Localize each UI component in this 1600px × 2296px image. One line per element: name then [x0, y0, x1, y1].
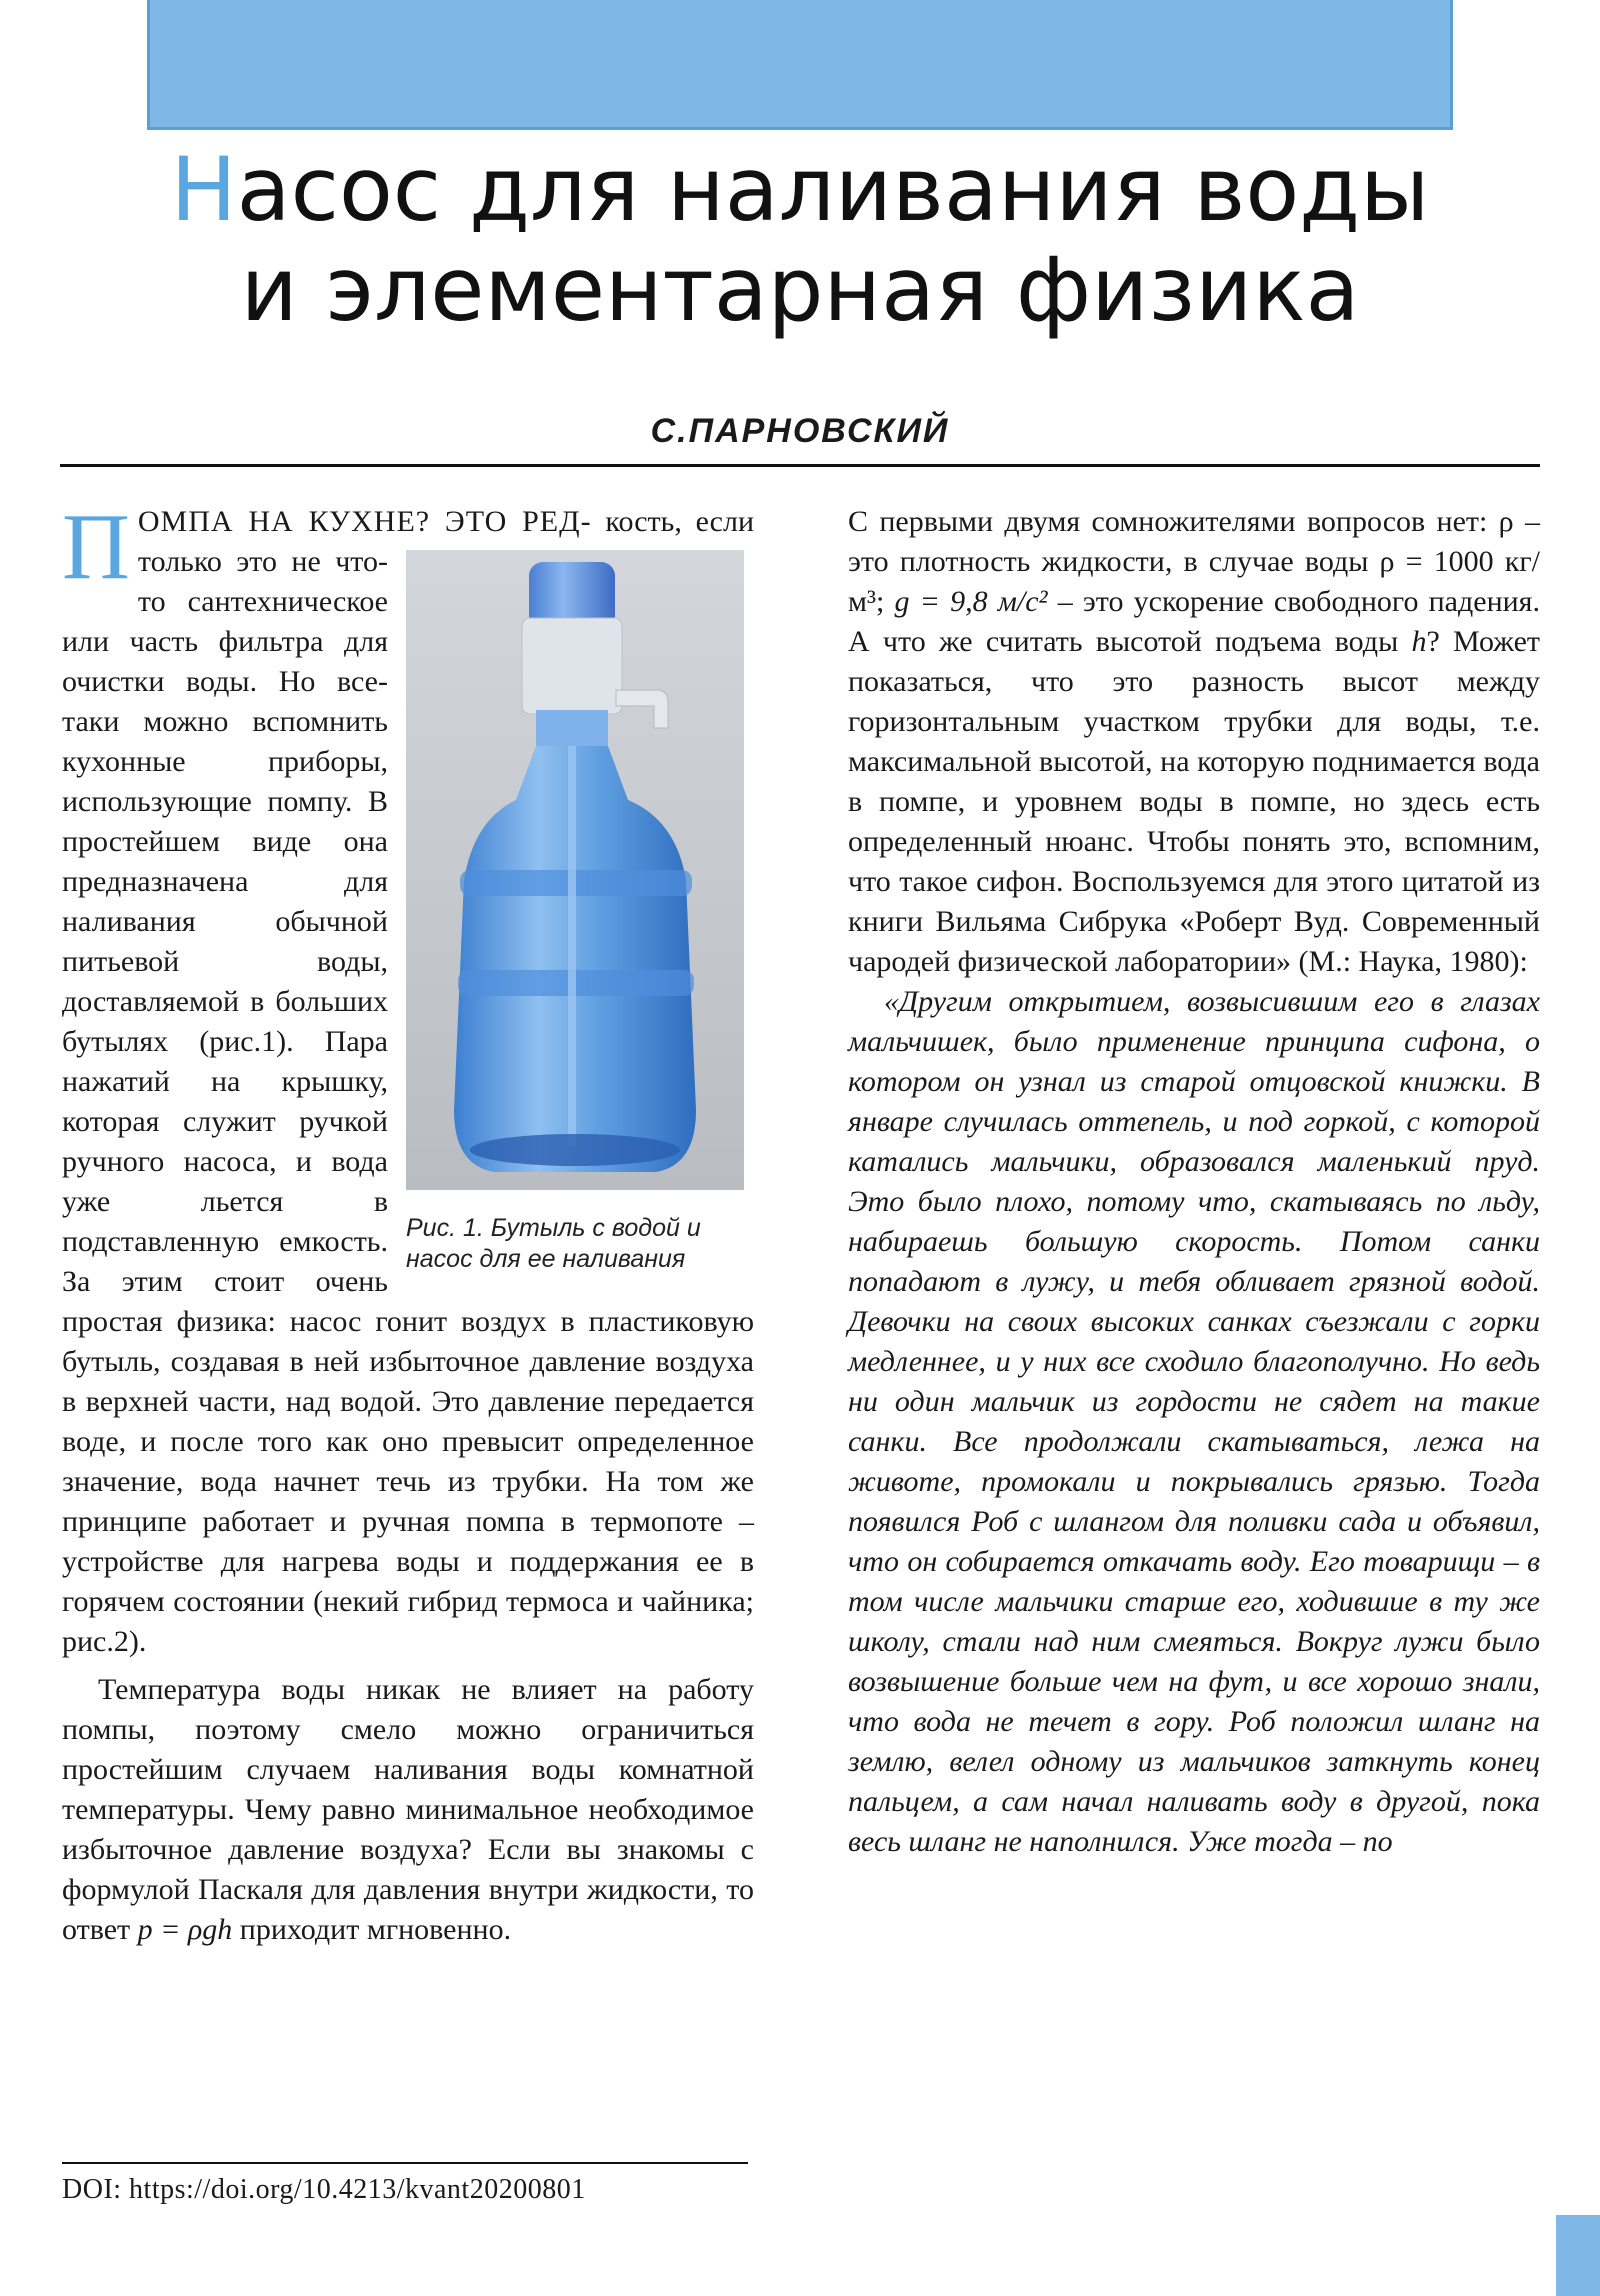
gravity-value: g = 9,8 м/с² –	[894, 585, 1073, 618]
title-line-2: и элементарная физика	[240, 238, 1360, 341]
figure-1	[406, 550, 754, 1275]
factors-text: С первыми двумя сомножителями вопросов нет: ρ – это плотность жидкости, в случае воды ρ = 1000 кг/м³;	[848, 505, 1540, 618]
temperature-text: Температура воды никак не влияет на работу помпы, поэтому смело можно ограничиться простейшим случаем наливания воды комнатной температуры. Чему равно минимальное необходимое избыточное давление воздуха? Если вы знакомы с формулой Паскаля для давления внутри жидкости, то ответ	[62, 1673, 754, 1946]
dropcap-letter: П	[62, 495, 130, 599]
intro-smallcaps: ОМПА НА КУХНЕ? ЭТО РЕД-	[137, 505, 592, 538]
paragraph-temperature	[62, 1670, 754, 1950]
paragraph-intro	[62, 495, 755, 1662]
left-column	[62, 495, 755, 1950]
water-bottle-with-pump-image	[406, 550, 744, 1190]
right-column	[848, 502, 1540, 1862]
article-title	[0, 140, 1600, 340]
height-variable: h	[1411, 625, 1427, 658]
paragraph-factors	[848, 502, 1540, 982]
title-initial: Н	[170, 138, 237, 241]
factors-text-2: это ускорение свободного падения. А что же считать высотой подъема воды	[848, 585, 1540, 658]
author-divider	[60, 464, 1540, 467]
doi-divider	[62, 2162, 748, 2164]
header-color-band	[147, 0, 1453, 130]
author-name: С.ПАРНОВСКИЙ	[650, 412, 950, 450]
page-corner-marker	[1556, 2215, 1600, 2296]
wood-quote: «Другим открытием, возвысившим его в глазах мальчишек, было применение принципа сифона, о котором он узнал из старой отцовской книжки. В январе случилась оттепель, и под горкой, с которой катались мальчики, образовался маленький пруд. Это было плохо, потому что, скатываясь по льду, набираешь большую скорость. Потом санки попадают в лужу, и тебя обливает грязной водой. Девочки на своих высоких санках съезжали с горки медленнее, и у них все сходило благополучно. Но ведь ни один мальчик из гордости не сядет на такие санки. Все продолжали скатываться, лежа на животе, промокали и покрывались грязью. Тогда появился Роб с шлангом для поливки сада и объявил, что он собирается откачать воду. Его товарищи – в том числе мальчики старше его, ходившие в ту же школу, стали над ним смеяться. Вокруг лужи было возвышение больше чем на фут, и все хорошо знали, что вода не течет в гору. Роб положил шланг на землю, велел одному из мальчиков заткнуть конец пальцем, а сам начал наливать воду в другой, пока весь шланг не наполнился. Уже тогда – по	[848, 985, 1540, 1858]
temperature-text-end: приходит мгновенно.	[232, 1913, 512, 1946]
pascal-formula: p = ρgh	[137, 1913, 233, 1946]
intro-text: кость, если только это не что-то сантехническое или часть фильтра для очистки воды. Но все-таки можно вспомнить кухонные приборы, использующие помпу. В простейшем виде она предназначена для наливания обычной питьевой воды, доставляемой в больших бутылях (рис.1). Пара нажатий на крышку, которая служит ручкой ручного насоса, и вода уже льется в подставленную емкость. За этим стоит очень простая физика: насос гонит воздух в пластиковую бутыль, создавая в ней избыточное давление воздуха в верхней части, над водой. Это давление передается воде, и после того как оно превысит определенное значение, вода начнет течь из трубки. На том же принципе работает и ручная помпа в термопоте – устройстве для нагрева воды и поддержания ее в горячем состоянии (некий гибрид термоса и чайника; рис.2).	[62, 505, 755, 1658]
figure-1-caption: Рис. 1. Бутыль с водой и насос для ее наливания	[406, 1214, 701, 1273]
title-line-1: асос для наливания воды	[236, 138, 1430, 241]
factors-text-3: ? Может показаться, что это разность высот между горизонтальным участком трубки для воды, т.е. максимальной высотой, на которую поднимается вода в помпе, и уровнем воды в помпе, но здесь есть определенный нюанс. Чтобы понять это, вспомним, что такое сифон. Воспользуемся для этого цитатой из книги Вильяма Сибрука «Роберт Вуд. Современный чародей физической лаборатории» (М.: Наука, 1980):	[848, 625, 1540, 978]
doi-link[interactable]: DOI: https://doi.org/10.4213/kvant20200801	[62, 2174, 586, 2205]
